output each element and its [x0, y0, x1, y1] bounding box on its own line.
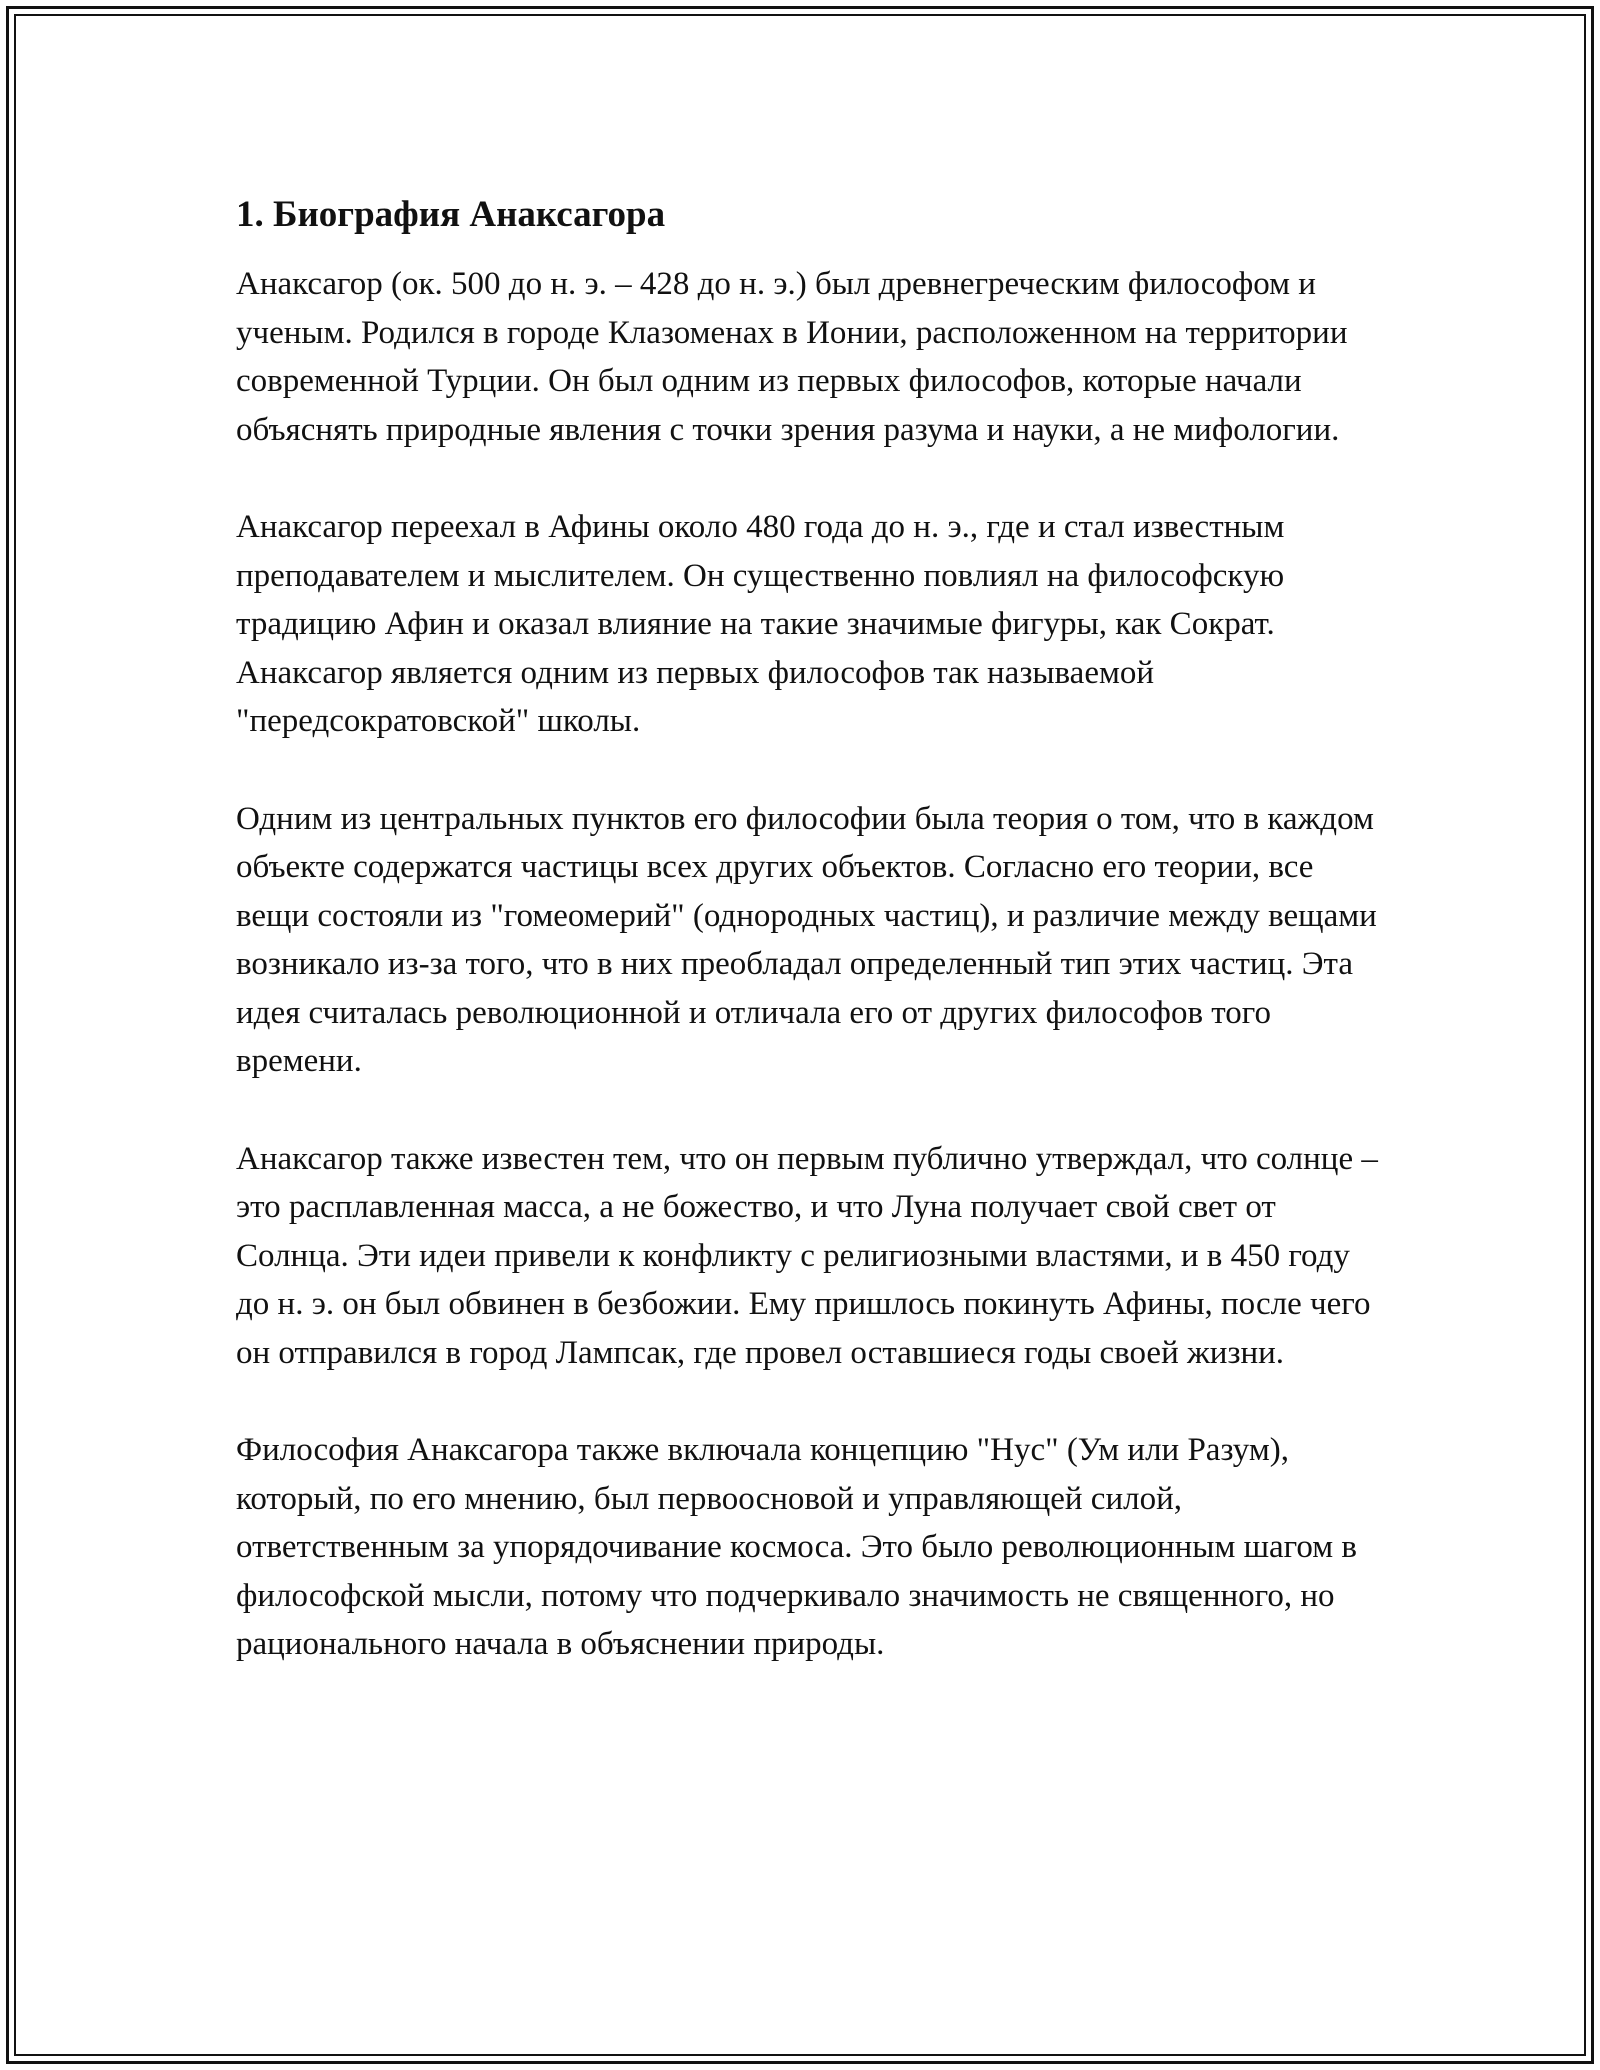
- document-body: [236, 186, 1386, 1669]
- paragraph-nous: Философия Анаксагора также включала концепцию "Нус" (Ум или Разум), который, по его мнению, был первоосновой и управляющей силой, ответственным за упорядочивание космоса. Это было революционным шагом в философской мысли, потому что подчеркивало значимость не священного, но рационального начала в объяснении природы.: [236, 1432, 1357, 1662]
- paragraph-homeomeries: Одним из центральных пунктов его философии была теория о том, что в каждом объекте содержатся частицы всех других объектов. Согласно его теории, все вещи состояли из "гомеомерий" (однородных частиц), и различие между вещами возникало из-за того, что в них преобладал определенный тип этих частиц. Эта идея считалась революционной и отличала его от других философов того времени.: [236, 800, 1377, 1079]
- paragraph-early-life: Анаксагор (ок. 500 до н. э. – 428 до н. э.) был древнегреческим философом и ученым. Родился в городе Клазоменах в Ионии, расположенном на территории современной Турции. Он был одним из первых философов, которые начали объяснять природные явления с точки зрения разума и науки, а не мифологии.: [236, 266, 1348, 448]
- paragraph-athens: Анаксагор переехал в Афины около 480 года до н. э., где и стал известным преподавателем и мыслителем. Он существенно повлиял на философскую традицию Афин и оказал влияние на такие значимые фигуры, как Сократ. Анаксагор является одним из первых философов так называемой "передсократовской" школы.: [236, 509, 1285, 739]
- paragraph-sun-and-exile: Анаксагор также известен тем, что он первым публично утверждал, что солнце – это расплавленная масса, а не божество, и что Луна получает свой свет от Солнца. Эти идеи привели к конфликту с религиозными властями, и в 450 году до н. э. он был обвинен в безбожии. Ему пришлось покинуть Афины, после чего он отправился в город Лампсак, где провел оставшиеся годы своей жизни.: [236, 1140, 1378, 1371]
- section-heading: 1. Биография Анаксагора: [236, 194, 666, 235]
